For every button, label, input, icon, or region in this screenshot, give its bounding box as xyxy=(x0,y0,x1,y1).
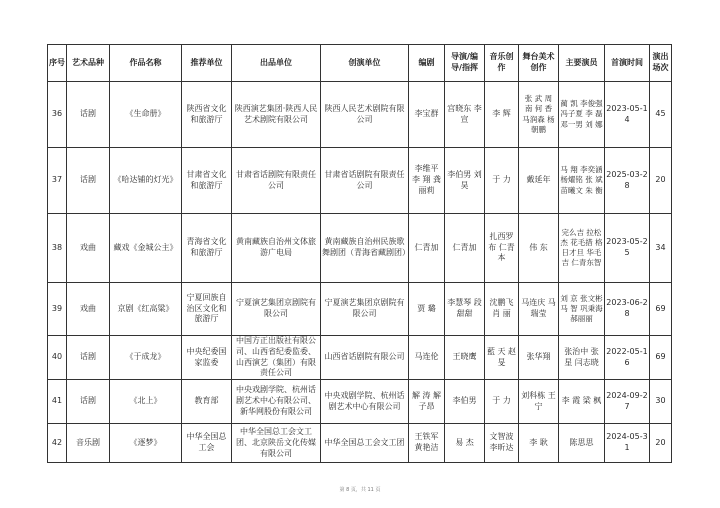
cell-premiere-date: 2024-05-31 xyxy=(605,424,650,463)
cell-performance-count: 34 xyxy=(650,214,672,283)
cell-playwright: 李维平 李 翔 龚丽莉 xyxy=(409,148,445,214)
cell-performer-unit: 黄南藏族自治州民族歌舞剧团（青海省藏剧团） xyxy=(321,214,409,283)
cell-director: 李慧琴 段甜甜 xyxy=(445,283,485,336)
cell-playwright: 李宝群 xyxy=(409,82,445,148)
cell-index: 37 xyxy=(48,148,67,214)
cell-lead-actors: 张治中 张 星 闫志晓 xyxy=(559,336,605,380)
table-row xyxy=(48,336,672,380)
cell-performer-unit: 陕西人民艺术剧院有限公司 xyxy=(321,82,409,148)
cell-music: 扎西罗布 仁青本 xyxy=(485,214,519,283)
table-row xyxy=(48,148,672,214)
cell-art-type: 戏曲 xyxy=(67,214,110,283)
table-row xyxy=(48,214,672,283)
cell-work-name: 藏戏《金城公主》 xyxy=(110,214,182,283)
cell-music: 文智波 李昕达 xyxy=(485,424,519,463)
cell-stage-design: 伟 东 xyxy=(519,214,559,283)
cell-director: 王晓鹰 xyxy=(445,336,485,380)
cell-performance-count: 69 xyxy=(650,336,672,380)
cell-performer-unit: 宁夏演艺集团京剧院有限公司 xyxy=(321,283,409,336)
header-index: 序号 xyxy=(48,45,67,82)
cell-producer: 中国方正出版社有限公司、山西省纪委监委、山西演艺（集团）有限责任公司 xyxy=(232,336,321,380)
cell-playwright: 贾 璐 xyxy=(409,283,445,336)
header-music: 音乐创作 xyxy=(485,45,519,82)
table-row xyxy=(48,380,672,424)
cell-recommender: 中华全国总工会 xyxy=(182,424,232,463)
header-lead-actors: 主要演员 xyxy=(559,45,605,82)
header-work-name: 作品名称 xyxy=(110,45,182,82)
cell-art-type: 话剧 xyxy=(67,380,110,424)
cell-index: 39 xyxy=(48,283,67,336)
cell-playwright: 解 涛 解子昂 xyxy=(409,380,445,424)
cell-index: 38 xyxy=(48,214,67,283)
cell-recommender: 宁夏回族自治区文化和旅游厅 xyxy=(182,283,232,336)
cell-director: 宫晓东 李 宣 xyxy=(445,82,485,148)
cell-producer: 黄南藏族自治州文体旅游广电局 xyxy=(232,214,321,283)
header-recommender: 推荐单位 xyxy=(182,45,232,82)
cell-art-type: 话剧 xyxy=(67,82,110,148)
cell-art-type: 话剧 xyxy=(67,148,110,214)
cell-index: 42 xyxy=(48,424,67,463)
header-art-type: 艺术品种 xyxy=(67,45,110,82)
cell-director: 仁青加 xyxy=(445,214,485,283)
cell-work-name: 《生命册》 xyxy=(110,82,182,148)
cell-premiere-date: 2023-05-14 xyxy=(605,82,650,148)
table-header-row xyxy=(48,45,672,82)
cell-stage-design: 张 武 周 南 何 香 马润森 杨朝鹏 xyxy=(519,82,559,148)
cell-stage-design: 张华翔 xyxy=(519,336,559,380)
cell-stage-design: 戴延年 xyxy=(519,148,559,214)
header-performer-unit: 创演单位 xyxy=(321,45,409,82)
cell-index: 41 xyxy=(48,380,67,424)
cell-lead-actors: 陈思思 xyxy=(559,424,605,463)
cell-work-name: 《于成龙》 xyxy=(110,336,182,380)
cell-performance-count: 45 xyxy=(650,82,672,148)
cell-performance-count: 20 xyxy=(650,148,672,214)
table-row xyxy=(48,424,672,463)
cell-premiere-date: 2025-03-28 xyxy=(605,148,650,214)
cell-performance-count: 20 xyxy=(650,424,672,463)
cell-performance-count: 30 xyxy=(650,380,672,424)
cell-playwright: 仁青加 xyxy=(409,214,445,283)
cell-work-name: 京剧《红高粱》 xyxy=(110,283,182,336)
cell-producer: 宁夏演艺集团京剧院有限公司 xyxy=(232,283,321,336)
cell-lead-actors: 刘 京 张文彬 马 智 巩秉海 郝丽丽 xyxy=(559,283,605,336)
cell-recommender: 中央纪委国家监委 xyxy=(182,336,232,380)
cell-performance-count: 69 xyxy=(650,283,672,336)
cell-lead-actors: 李 霞 梁 枫 xyxy=(559,380,605,424)
table-row xyxy=(48,82,672,148)
cell-performer-unit: 甘肃省话剧院有限责任公司 xyxy=(321,148,409,214)
cell-producer: 陕西演艺集团·陕西人民艺术剧院有限公司 xyxy=(232,82,321,148)
header-stage-design: 舞台美术创作 xyxy=(519,45,559,82)
cell-recommender: 甘肃省文化和旅游厅 xyxy=(182,148,232,214)
cell-stage-design: 李 耿 xyxy=(519,424,559,463)
cell-director: 易 杰 xyxy=(445,424,485,463)
cell-stage-design: 刘科栋 王 宁 xyxy=(519,380,559,424)
cell-work-name: 《北上》 xyxy=(110,380,182,424)
page-number-footer: 第 8 页，共 11 页 xyxy=(339,487,381,493)
header-director: 导演/编导/指挥 xyxy=(445,45,485,82)
cell-music: 李 辉 xyxy=(485,82,519,148)
cell-producer: 中央戏剧学院、杭州话剧艺术中心有限公司、新华网股份有限公司 xyxy=(232,380,321,424)
cell-producer: 中华全国总工会文工团、北京陕岳文化传媒有限公司 xyxy=(232,424,321,463)
cell-premiere-date: 2022-05-16 xyxy=(605,336,650,380)
header-performance-count: 演出场次 xyxy=(650,45,672,82)
cell-producer: 甘肃省话剧院有限责任公司 xyxy=(232,148,321,214)
cell-performer-unit: 中华全国总工会文工团 xyxy=(321,424,409,463)
cell-premiere-date: 2024-09-27 xyxy=(605,380,650,424)
program-table xyxy=(47,44,672,463)
cell-playwright: 马连伦 xyxy=(409,336,445,380)
header-playwright: 编剧 xyxy=(409,45,445,82)
cell-director: 李伯男 刘 昊 xyxy=(445,148,485,214)
cell-music: 于 力 xyxy=(485,148,519,214)
cell-art-type: 戏曲 xyxy=(67,283,110,336)
cell-performer-unit: 山西省话剧院有限公司 xyxy=(321,336,409,380)
cell-performer-unit: 中央戏剧学院、杭州话剧艺术中心有限公司 xyxy=(321,380,409,424)
header-producer: 出品单位 xyxy=(232,45,321,82)
cell-index: 36 xyxy=(48,82,67,148)
cell-recommender: 陕西省文化和旅游厅 xyxy=(182,82,232,148)
cell-lead-actors: 蔺 凯 李俊强 冯子夏 李 磊 邓一男 刘 娜 xyxy=(559,82,605,148)
cell-stage-design: 马连庆 马瑞莹 xyxy=(519,283,559,336)
cell-music: 藍 天 赵 旻 xyxy=(485,336,519,380)
cell-playwright: 王铁军 黄艳洁 xyxy=(409,424,445,463)
cell-index: 40 xyxy=(48,336,67,380)
cell-premiere-date: 2023-05-25 xyxy=(605,214,650,283)
cell-art-type: 音乐剧 xyxy=(67,424,110,463)
cell-lead-actors: 完么吉 拉松杰 花毛措 格日才旦 华毛吉 仁青东智 xyxy=(559,214,605,283)
header-premiere-date: 首演时间 xyxy=(605,45,650,82)
cell-recommender: 青海省文化和旅游厅 xyxy=(182,214,232,283)
table-row xyxy=(48,283,672,336)
cell-work-name: 《哈达铺的灯光》 xyxy=(110,148,182,214)
cell-lead-actors: 马 翔 李奕涵 杨燿铭 张 斌 苗曦文 朱 衡 xyxy=(559,148,605,214)
cell-recommender: 教育部 xyxy=(182,380,232,424)
cell-premiere-date: 2023-06-28 xyxy=(605,283,650,336)
cell-art-type: 话剧 xyxy=(67,336,110,380)
cell-work-name: 《逐梦》 xyxy=(110,424,182,463)
cell-music: 沈鹏飞 肖 丽 xyxy=(485,283,519,336)
cell-director: 李伯男 xyxy=(445,380,485,424)
cell-music: 于 力 xyxy=(485,380,519,424)
